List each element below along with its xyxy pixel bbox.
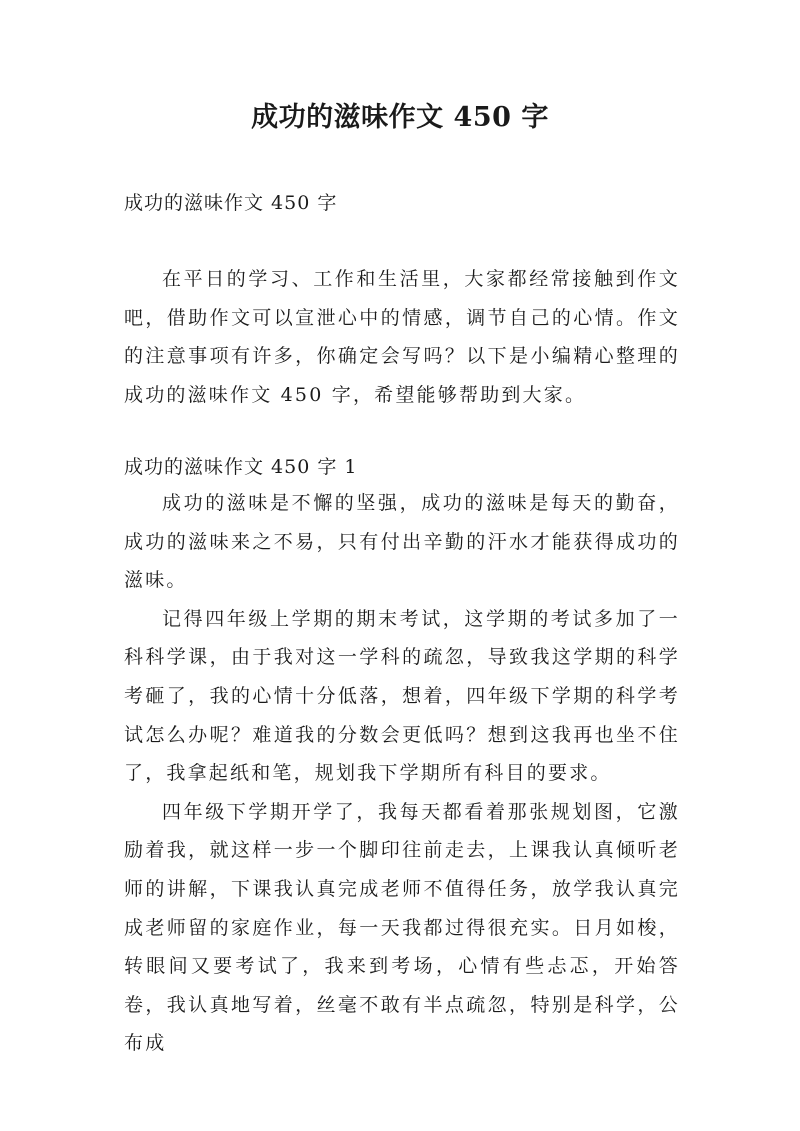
document-title: 成功的滋味作文 450 字 — [251, 102, 549, 133]
section-heading: 成功的滋味作文 450 字 1 — [124, 456, 358, 478]
essay-paragraph-2: 记得四年级上学期的期末考试，这学期的考试多加了一科科学课，由于我对这一学科的疏忽，导致我这学期的科学考砸了，我的心情十分低落，想着，四年级下学期的科学考试怎么办呢？难道我的分数会更低吗？想到这我再也坐不住了，我拿起纸和笔，规划我下学期所有科目的要求。 — [124, 607, 680, 785]
essay-paragraph-1: 成功的滋味是不懈的坚强，成功的滋味是每天的勤奋，成功的滋味来之不易，只有付出辛勤的汗水才能获得成功的滋味。 — [124, 492, 680, 592]
document-subtitle: 成功的滋味作文 450 字 — [124, 192, 338, 214]
intro-paragraph: 在平日的学习、工作和生活里，大家都经常接触到作文吧，借助作文可以宣泄心中的情感，调节自己的心情。作文的注意事项有许多，你确定会写吗？以下是小编精心整理的成功的滋味作文 450 字，希望能够帮助到大家。 — [124, 268, 680, 406]
intro-block — [124, 260, 680, 414]
essay-body — [124, 484, 680, 1063]
essay-paragraph-3: 四年级下学期开学了，我每天都看着那张规划图，它激励着我，就这样一步一个脚印往前走去，上课我认真倾听老师的讲解，下课我认真完成老师不值得任务，放学我认真完成老师留的家庭作业，每一天我都过得很充实。日月如梭，转眼间又要考试了，我来到考场，心情有些忐忑，开始答卷，我认真地写着，丝毫不敢有半点疏忽，特别是科学，公布成 — [124, 800, 680, 1055]
